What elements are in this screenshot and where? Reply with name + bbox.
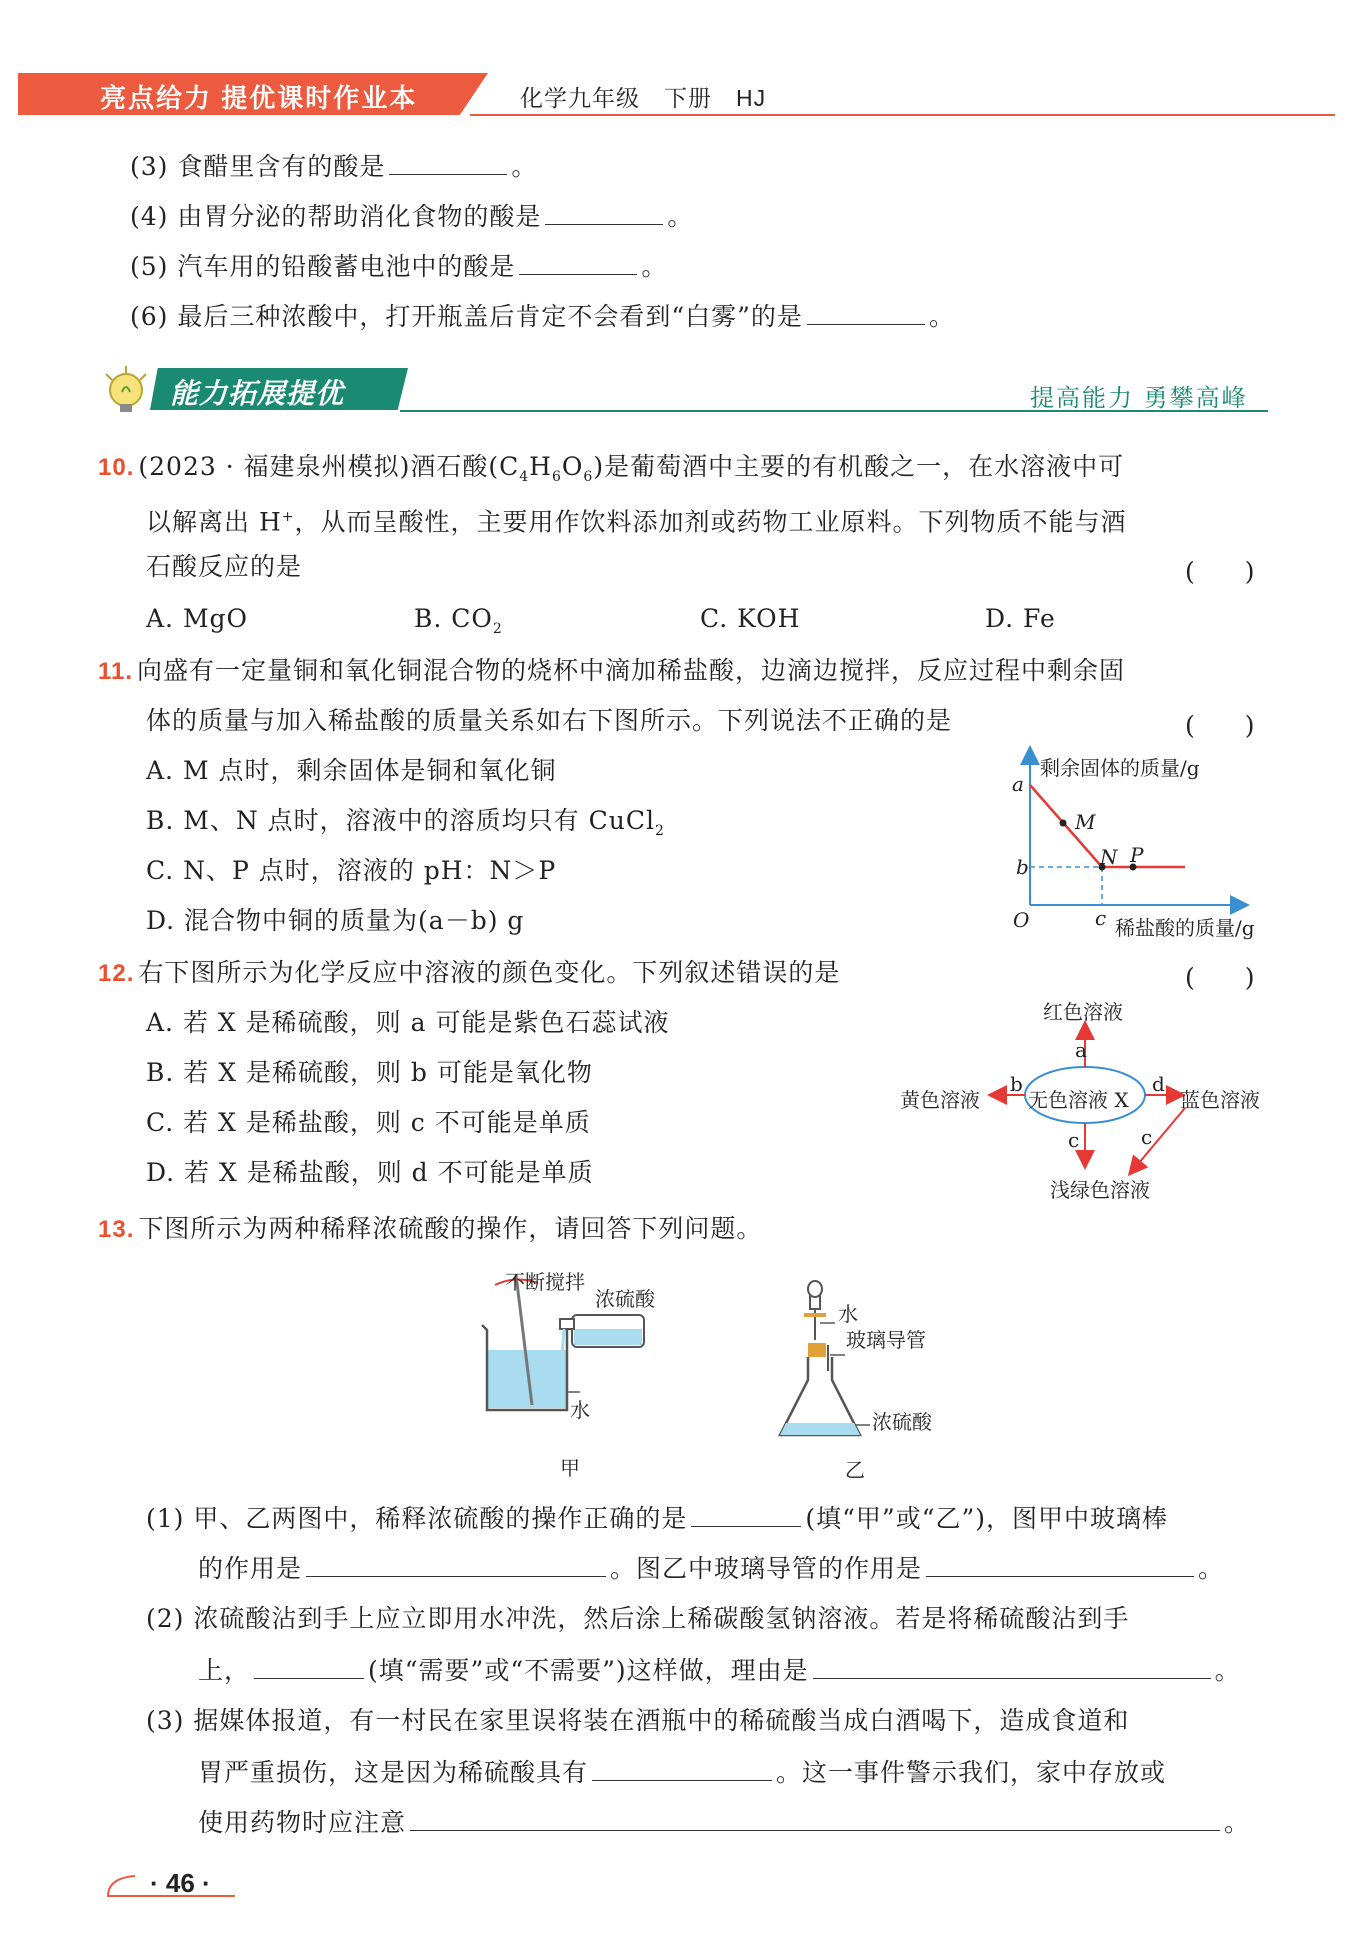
- q11-option-a[interactable]: A. M 点时，剩余固体是铜和氧化铜: [146, 756, 557, 785]
- section-title: 能力拓展提优: [170, 378, 345, 409]
- q11-option-c[interactable]: C. N、P 点时，溶液的 pH：N＞P: [146, 856, 557, 885]
- lightbulb-icon: [100, 362, 156, 418]
- graph-label-n: N: [1100, 845, 1118, 869]
- diagram-left: 黄色溶液: [900, 1088, 980, 1112]
- jia-water-label: 水: [570, 1398, 590, 1422]
- answer-blank[interactable]: [813, 1652, 1211, 1679]
- q13-part3-line3: 使用药物时应注意 。: [198, 1804, 1250, 1840]
- q13-part2-line1: (2) 浓硫酸沾到手上应立即用水冲洗，然后涂上稀碳酸氢钠溶液。若是将稀硫酸沾到手: [146, 1604, 1130, 1633]
- q10-line2: 以解离出 H+，从而呈酸性，主要用作饮料添加剂或药物工业原料。下列物质不能与酒: [146, 507, 1127, 537]
- section-motto: 提高能力 勇攀高峰: [1030, 384, 1248, 412]
- diagram-right: 蓝色溶液: [1180, 1088, 1260, 1112]
- q12-answer-paren[interactable]: ( ): [1185, 963, 1255, 992]
- q12-option-c[interactable]: C. 若 X 是稀盐酸，则 c 不可能是单质: [146, 1108, 591, 1137]
- answer-blank[interactable]: [254, 1652, 364, 1679]
- diagram-top: 红色溶液: [1043, 1000, 1123, 1024]
- q10-option-a[interactable]: A. MgO: [146, 604, 249, 633]
- diagram-label-c2: c: [1141, 1125, 1153, 1149]
- jia-stir-label: 不断搅拌: [505, 1270, 585, 1294]
- graph-ylabel: 剩余固体的质量/g: [1040, 756, 1200, 780]
- q10-line1: 10. (2023 · 福建泉州模拟)酒石酸$(C_4H_6O_6)$是葡萄酒中主要的有机酸之一，在水溶液中可: [98, 452, 1125, 485]
- question-number: 13.: [98, 1216, 135, 1243]
- answer-blank[interactable]: [691, 1500, 801, 1527]
- q12-option-d[interactable]: D. 若 X 是稀盐酸，则 d 不可能是单质: [146, 1158, 594, 1187]
- q11-answer-paren[interactable]: ( ): [1185, 711, 1255, 740]
- stopcock: [804, 1313, 826, 1317]
- stopper: [808, 1343, 826, 1357]
- graph-label-c: c: [1095, 906, 1107, 930]
- diagram-label-d: d: [1152, 1072, 1165, 1096]
- answer-blank[interactable]: [592, 1754, 772, 1781]
- jia-caption: 甲: [560, 1456, 580, 1480]
- yi-water-label: 水: [838, 1302, 858, 1326]
- diagram-label-a: a: [1075, 1038, 1087, 1062]
- q11-line2: 体的质量与加入稀盐酸的质量关系如右下图所示。下列说法不正确的是: [146, 706, 953, 735]
- yi-acid-label: 浓硫酸: [872, 1410, 932, 1434]
- q13-part2-line2: 上， (填“需要”或“不需要”)这样做，理由是 。: [198, 1652, 1241, 1688]
- q10-option-c[interactable]: C. KOH: [700, 604, 801, 633]
- q10-answer-paren[interactable]: ( ): [1185, 557, 1255, 586]
- figure-yi-flask: [770, 1275, 970, 1440]
- q12-line1: 12. 右下图所示为化学反应中溶液的颜色变化。下列叙述错误的是: [98, 958, 841, 987]
- answer-blank[interactable]: [807, 298, 925, 325]
- answer-blank[interactable]: [306, 1550, 606, 1577]
- question-6: (6) 最后三种浓酸中，打开瓶盖后肯定不会看到“白雾”的是 。: [130, 298, 955, 334]
- q10-option-b[interactable]: B. $CO_2$: [414, 604, 503, 637]
- graph-label-m: M: [1075, 810, 1096, 834]
- q10-line3: 石酸反应的是: [146, 552, 303, 581]
- flask-acid: [780, 1423, 860, 1435]
- jia-acid-label: 浓硫酸: [595, 1287, 655, 1311]
- question-number: 10.: [98, 454, 135, 481]
- diagram-label-c: c: [1068, 1128, 1080, 1152]
- question-number: 11.: [98, 658, 134, 685]
- diagram-center: 无色溶液 X: [1028, 1088, 1129, 1112]
- header-subject: 化学九年级 下册 HJ: [520, 85, 767, 111]
- q13-part1-line1: (1) 甲、乙两图中，稀释浓硫酸的操作正确的是 (填“甲”或“乙”)，图甲中玻璃棒: [146, 1500, 1168, 1536]
- q13-line1: 13. 下图所示为两种稀释浓硫酸的操作，请回答下列问题。: [98, 1214, 763, 1243]
- diagram-label-b: b: [1010, 1072, 1023, 1096]
- graph-label-o: O: [1013, 908, 1030, 932]
- q11-option-b[interactable]: B. M、N 点时，溶液中的溶质均只有 CuCl$_2$: [146, 806, 665, 839]
- answer-blank[interactable]: [389, 148, 507, 175]
- question-4: (4) 由胃分泌的帮助消化食物的酸是 。: [130, 198, 693, 234]
- header-banner-text: 亮点给力 提优课时作业本: [100, 83, 418, 113]
- question-3: (3) 食醋里含有的酸是 。: [130, 148, 537, 184]
- answer-blank[interactable]: [519, 248, 637, 275]
- q10-option-d[interactable]: D. Fe: [985, 604, 1056, 633]
- answer-blank[interactable]: [926, 1550, 1194, 1577]
- q11-line1: 11. 向盛有一定量铜和氧化铜混合物的烧杯中滴加稀盐酸，边滴边搅拌，反应过程中剩余固: [98, 656, 1126, 685]
- q13-part1-line2: 的作用是 。图乙中玻璃导管的作用是 。: [198, 1550, 1224, 1586]
- graph-label-b: b: [1016, 855, 1029, 879]
- answer-blank[interactable]: [410, 1804, 1220, 1831]
- q13-part3-line2: 胃严重损伤，这是因为稀硫酸具有 。这一事件警示我们，家中存放或: [198, 1754, 1166, 1790]
- acid-stream: [562, 1329, 564, 1357]
- q12-option-b[interactable]: B. 若 X 是稀硫酸，则 b 可能是氧化物: [146, 1058, 593, 1087]
- graph-label-a: a: [1012, 772, 1024, 796]
- q12-option-a[interactable]: A. 若 X 是稀硫酸，则 a 可能是紫色石蕊试液: [146, 1008, 670, 1037]
- question-number: 12.: [98, 960, 135, 987]
- q13-part3-line1: (3) 据媒体报道，有一村民在家里误将装在酒瓶中的稀硫酸当成白酒喝下，造成食道和: [146, 1706, 1130, 1735]
- page-number: · 46 ·: [150, 1868, 211, 1898]
- q11-option-d[interactable]: D. 混合物中铜的质量为(a－b) g: [146, 906, 525, 935]
- yi-caption: 乙: [845, 1458, 865, 1482]
- answer-blank[interactable]: [545, 198, 663, 225]
- graph-xlabel: 稀盐酸的质量/g: [1115, 916, 1255, 940]
- point-m: [1060, 820, 1067, 827]
- yi-tube-label: 玻璃导管: [846, 1328, 926, 1352]
- graph-label-p: P: [1130, 843, 1144, 867]
- diagram-bottom: 浅绿色溶液: [1050, 1178, 1150, 1202]
- question-5: (5) 汽车用的铅酸蓄电池中的酸是 。: [130, 248, 667, 284]
- acid-bottle: [560, 1315, 644, 1347]
- header-divider: [470, 114, 1335, 116]
